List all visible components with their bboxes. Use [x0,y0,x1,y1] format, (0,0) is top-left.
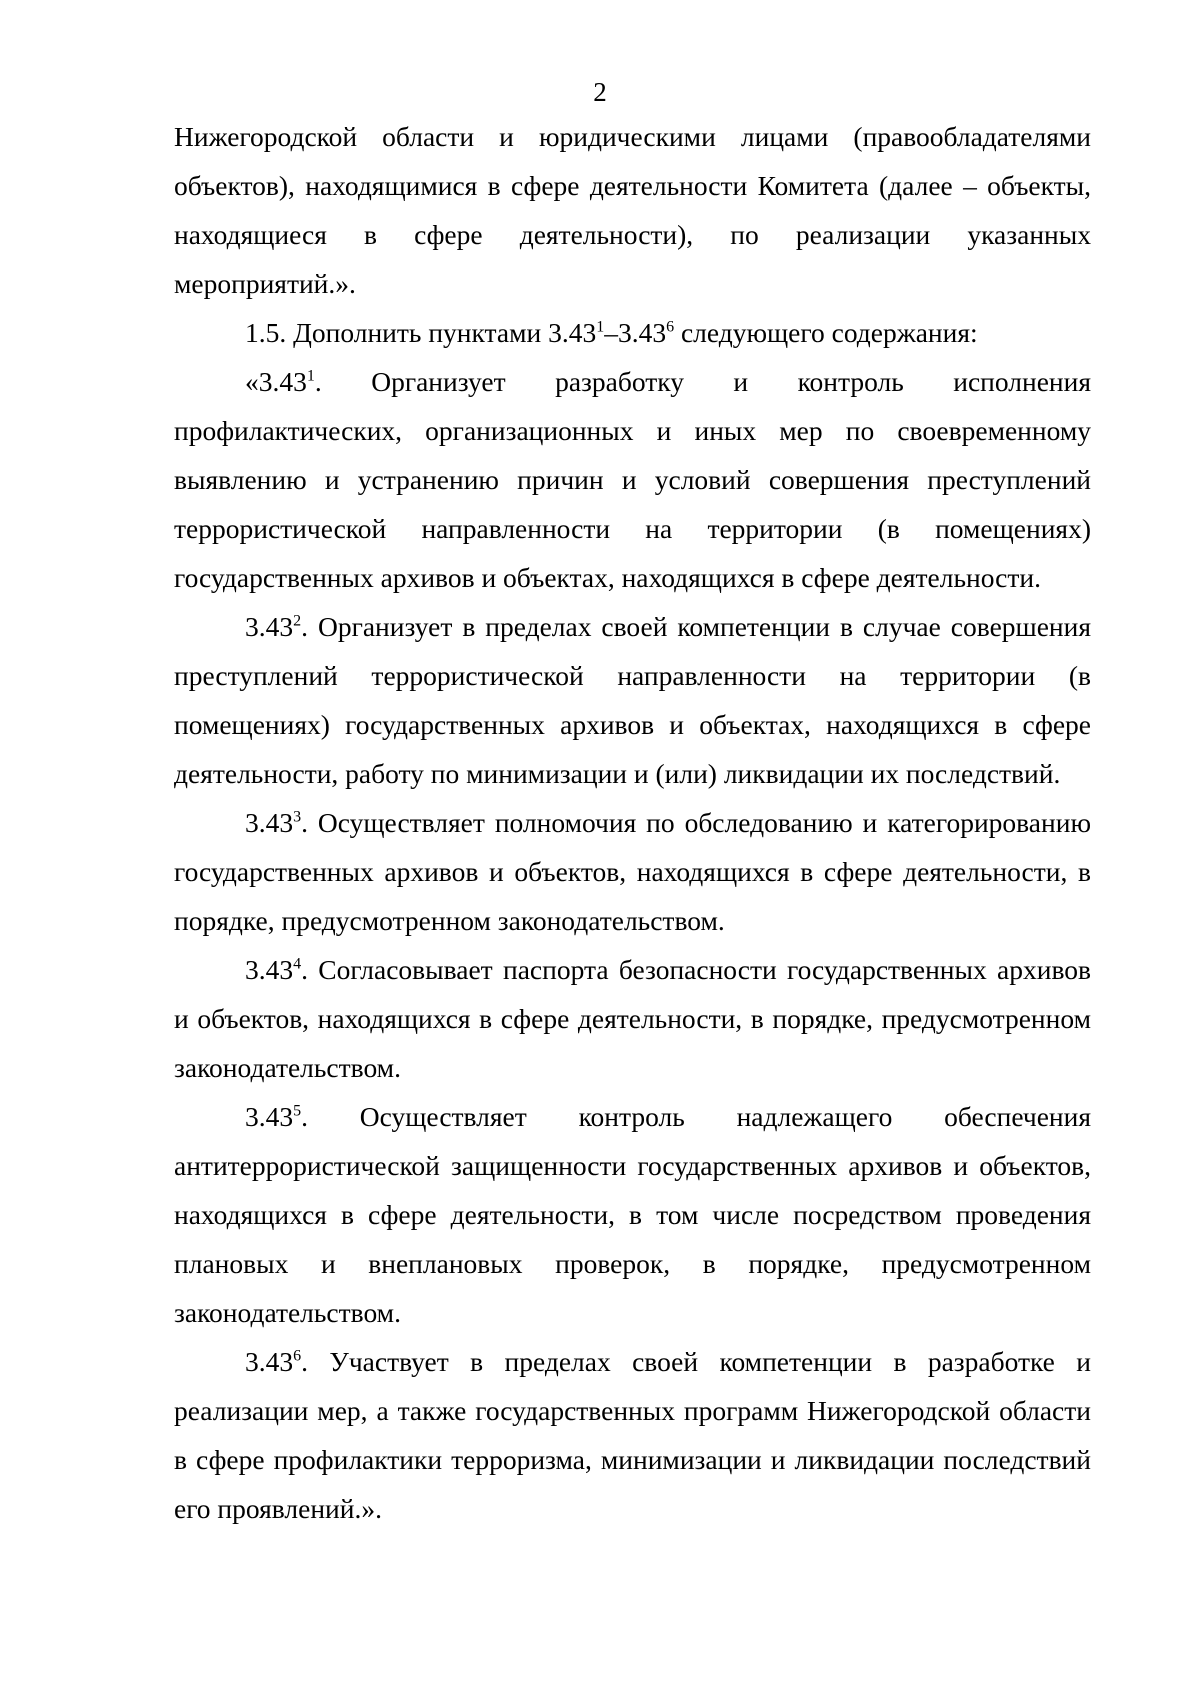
item-1-5-tail: следующего содержания: [674,317,978,348]
clause-3-43-6 [174,1337,1091,1533]
item-1-5-sup-end: 6 [666,318,675,336]
clause-3-43-3 [174,798,1091,945]
clause-sup: 3 [293,808,302,826]
clause-text: . Осуществляет контроль надлежащего обеспечения антитеррористической защищенности государственных архивов и объектов, находящихся в сфере деятельности, в том числе посредством проведения плановых и внеплановых проверок, в порядке, предусмотренном законодательством. [174,1101,1091,1328]
clause-sup: 5 [293,1102,302,1120]
clause-text: . Организует разработку и контроль исполнения профилактических, организационных и иных мер по своевременному выявлению и устранению причин и условий совершения преступлений террористической направленности на территории (в помещениях) государственных архивов и объектах, находящихся в сфере деятельности. [174,366,1091,593]
clause-3-43-4 [174,945,1091,1092]
clause-text: . Согласовывает паспорта безопасности государственных архивов и объектов, находящихся в сфере деятельности, в порядке, предусмотренном законодательством. [174,954,1091,1083]
clause-number: 3.43 [245,611,294,642]
clause-number: 3.43 [245,1101,294,1132]
item-1-5-paragraph [174,308,1091,357]
clause-text: . Организует в пределах своей компетенции в случае совершения преступлений террористической направленности на территории (в помещениях) государственных архивов и объектах, находящихся в сфере деятельности, работу по минимизации и (или) ликвидации их последствий. [174,611,1091,789]
clause-text: . Участвует в пределах своей компетенции в разработке и реализации мер, а также государственных программ Нижегородской области в сфере профилактики терроризма, минимизации и ликвидации последствий его проявлений.». [174,1346,1091,1524]
item-1-5-mid: –3.43 [604,317,667,348]
clause-3-43-5 [174,1092,1091,1337]
clause-number: 3.43 [245,1346,294,1377]
clause-number: «3.43 [245,366,307,397]
clause-number: 3.43 [245,807,294,838]
intro-paragraph [174,112,1091,308]
clause-text: . Осуществляет полномочия по обследованию и категорированию государственных архивов и объектов, находящихся в сфере деятельности, в порядке, предусмотренном законодательством. [174,807,1091,936]
intro-text: Нижегородской области и юридическими лицами (правообладателями объектов), находящимися в сфере деятельности Комитета (далее – объекты, находящиеся в сфере деятельности), по реализации указанных мероприятий.». [174,121,1091,299]
clause-sup: 6 [293,1347,302,1365]
item-1-5-lead: 1.5. Дополнить пунктами 3.43 [245,317,597,348]
clause-number: 3.43 [245,954,294,985]
clause-sup: 2 [293,612,302,630]
clause-3-43-1 [174,357,1091,602]
document-body [174,112,1091,1533]
clause-3-43-2 [174,602,1091,798]
clause-sup: 4 [293,955,302,973]
page-number: 2 [593,77,607,107]
item-1-5-sup-start: 1 [596,318,605,336]
clause-sup: 1 [306,367,315,385]
